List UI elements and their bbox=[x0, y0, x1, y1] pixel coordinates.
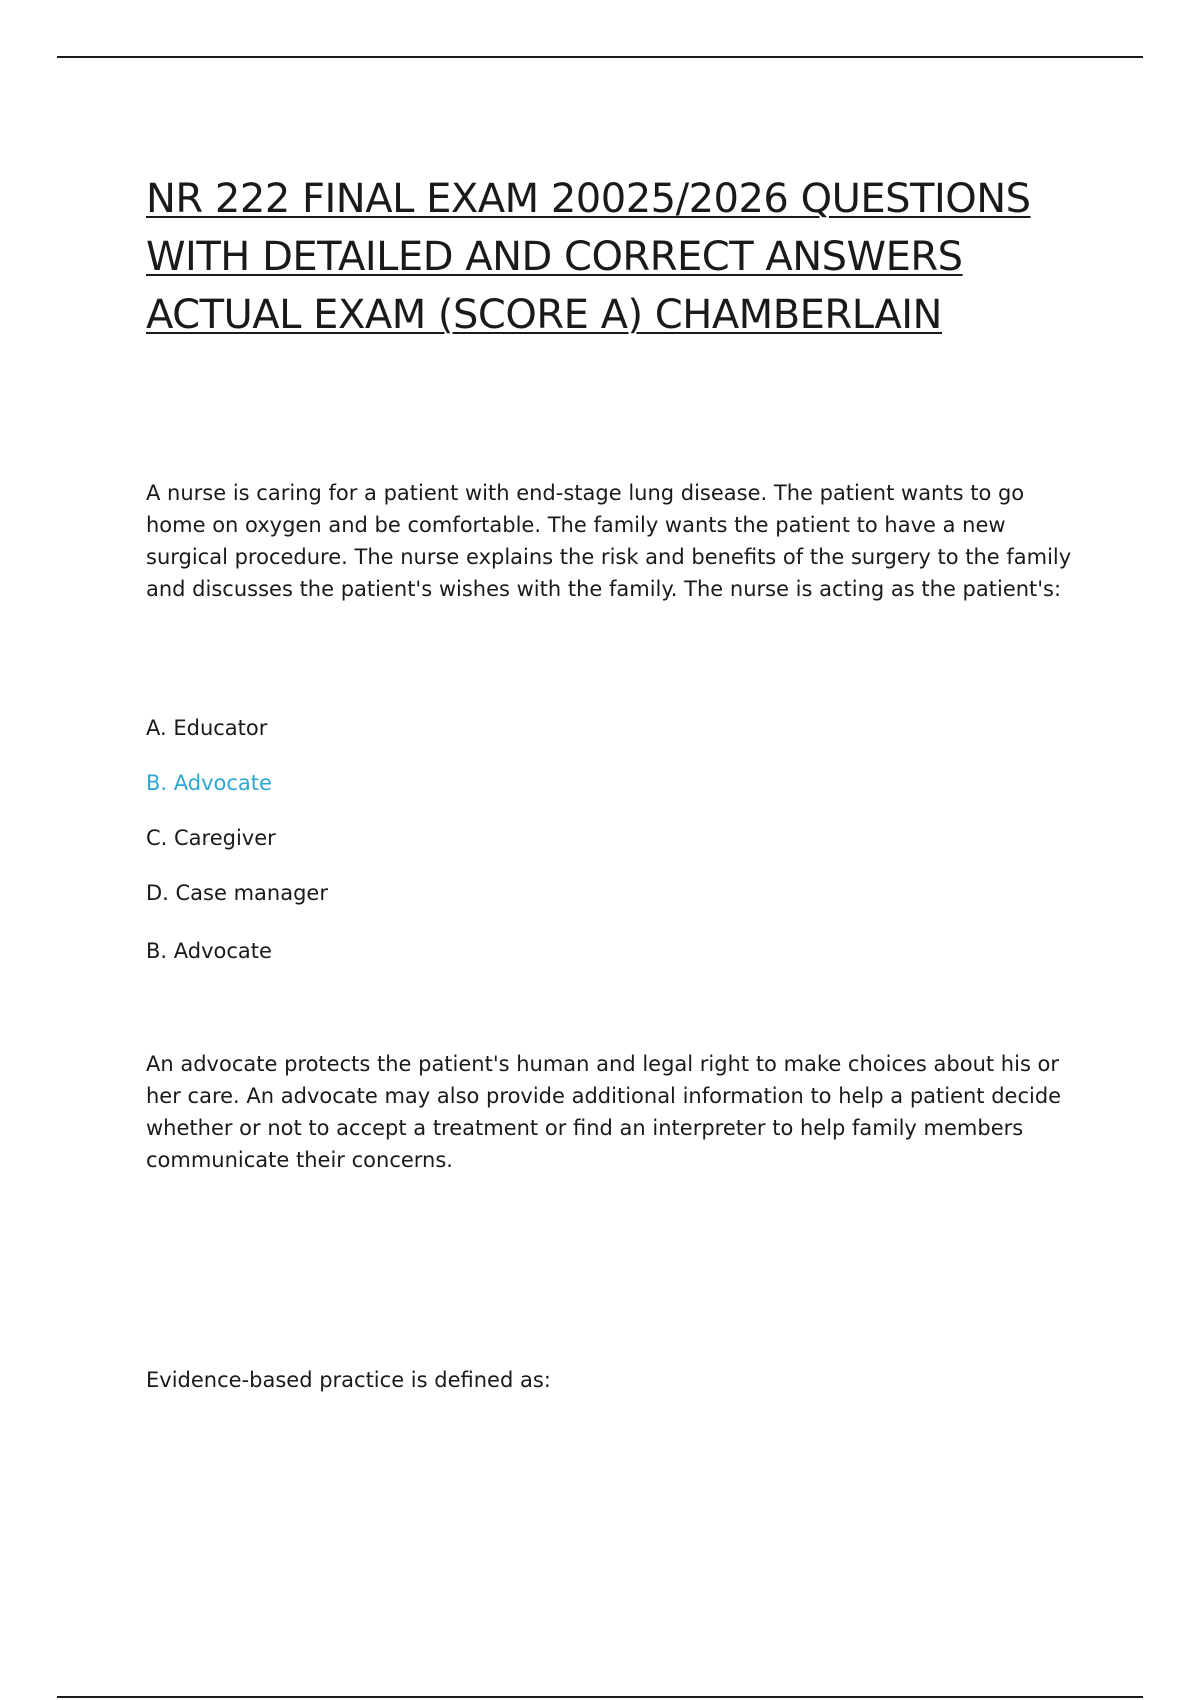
top-rule bbox=[57, 56, 1143, 58]
correct-answer: B. Advocate bbox=[146, 939, 272, 963]
option-a: A. Educator bbox=[146, 716, 268, 740]
answer-options bbox=[146, 712, 328, 932]
question-stem: A nurse is caring for a patient with end-stage lung disease. The patient wants to go home on oxygen and be comfortable. The family wants the patient to have a new surgical procedure. The nurse explains the risk and benefits of the surgery to the family and discusses the patient's wishes with the family. The nurse is acting as the patient's: bbox=[146, 481, 1072, 601]
option-c: C. Caregiver bbox=[146, 826, 276, 850]
option-d: D. Case manager bbox=[146, 881, 328, 905]
option-b-correct: B. Advocate bbox=[146, 771, 272, 795]
answer-rationale: An advocate protects the patient's human and legal right to make choices about his or her care. An advocate may also provide additional information to help a patient decide whether or not to accept a treatment or find an interpreter to help family members communicate their concerns. bbox=[146, 1052, 1062, 1172]
next-question-stem: Evidence-based practice is defined as: bbox=[146, 1368, 551, 1392]
document-title: NR 222 FINAL EXAM 20025/2026 QUESTIONS WITH DETAILED AND CORRECT ANSWERS ACTUAL EXAM (SCORE A) CHAMBERLAIN bbox=[146, 176, 1031, 338]
bottom-rule bbox=[57, 1696, 1143, 1698]
